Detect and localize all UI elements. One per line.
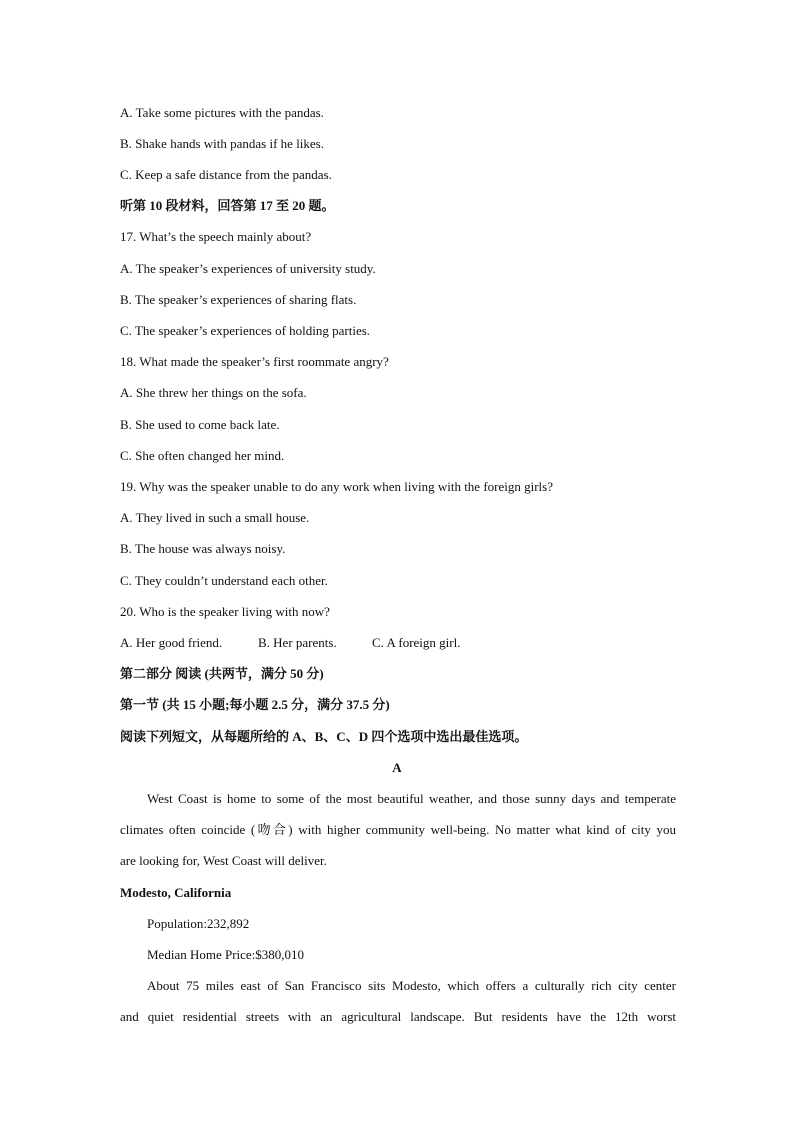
q19-option-a: A. They lived in such a small house. xyxy=(120,510,310,525)
passage-label: A xyxy=(392,760,402,775)
q18-option-b: B. She used to come back late. xyxy=(120,417,280,432)
city-description-line-2: and quiet residential streets with an agricultural landscape. But residents have the 12th worst xyxy=(120,1009,676,1024)
reading-instruction: 阅读下列短文，从每题所给的 A、B、C、D 四个选项中选出最佳选项。 xyxy=(120,729,528,744)
q17-option-c: C. The speaker’s experiences of holding parties. xyxy=(120,323,371,338)
q16-option-c: C. Keep a safe distance from the pandas. xyxy=(120,167,332,182)
intro-paragraph-line-1: West Coast is home to some of the most beautiful weather, and those sunny days and temperate xyxy=(147,791,676,806)
q17-question: 17. What’s the speech mainly about? xyxy=(120,229,312,244)
section-10-instruction: 听第 10 段材料，回答第 17 至 20 题。 xyxy=(120,198,335,213)
q20-option-c: C. A foreign girl. xyxy=(372,635,461,650)
q20-option-a: A. Her good friend. xyxy=(120,635,223,650)
q19-question: 19. Why was the speaker unable to do any work when living with the foreign girls? xyxy=(120,479,553,494)
city-heading: Modesto, California xyxy=(120,885,232,900)
city-description-line-1: About 75 miles east of San Francisco sits Modesto, which offers a culturally rich city center xyxy=(147,978,676,993)
q18-question: 18. What made the speaker’s first roommate angry? xyxy=(120,354,389,369)
city-population: Population:232,892 xyxy=(147,916,250,931)
intro-paragraph-line-3: are looking for, West Coast will deliver. xyxy=(120,853,327,868)
q17-option-b: B. The speaker’s experiences of sharing flats. xyxy=(120,292,357,307)
section1-heading: 第一节 (共 15 小题;每小题 2.5 分，满分 37.5 分) xyxy=(120,697,390,712)
q19-option-b: B. The house was always noisy. xyxy=(120,541,286,556)
part2-heading: 第二部分 阅读 (共两节，满分 50 分) xyxy=(120,666,324,681)
q16-option-a: A. Take some pictures with the pandas. xyxy=(120,105,324,120)
q16-option-b: B. Shake hands with pandas if he likes. xyxy=(120,136,324,151)
q19-option-c: C. They couldn’t understand each other. xyxy=(120,573,328,588)
q17-option-a: A. The speaker’s experiences of university study. xyxy=(120,261,376,276)
q20-question: 20. Who is the speaker living with now? xyxy=(120,604,330,619)
q18-option-a: A. She threw her things on the sofa. xyxy=(120,385,307,400)
intro-paragraph-line-2: climates often coincide (吻合) with higher community well-being. No matter what kind of city you xyxy=(120,822,676,837)
q20-options xyxy=(120,635,676,651)
city-median-home-price: Median Home Price:$380,010 xyxy=(147,947,305,962)
q20-option-b: B. Her parents. xyxy=(258,635,337,650)
q18-option-c: C. She often changed her mind. xyxy=(120,448,285,463)
